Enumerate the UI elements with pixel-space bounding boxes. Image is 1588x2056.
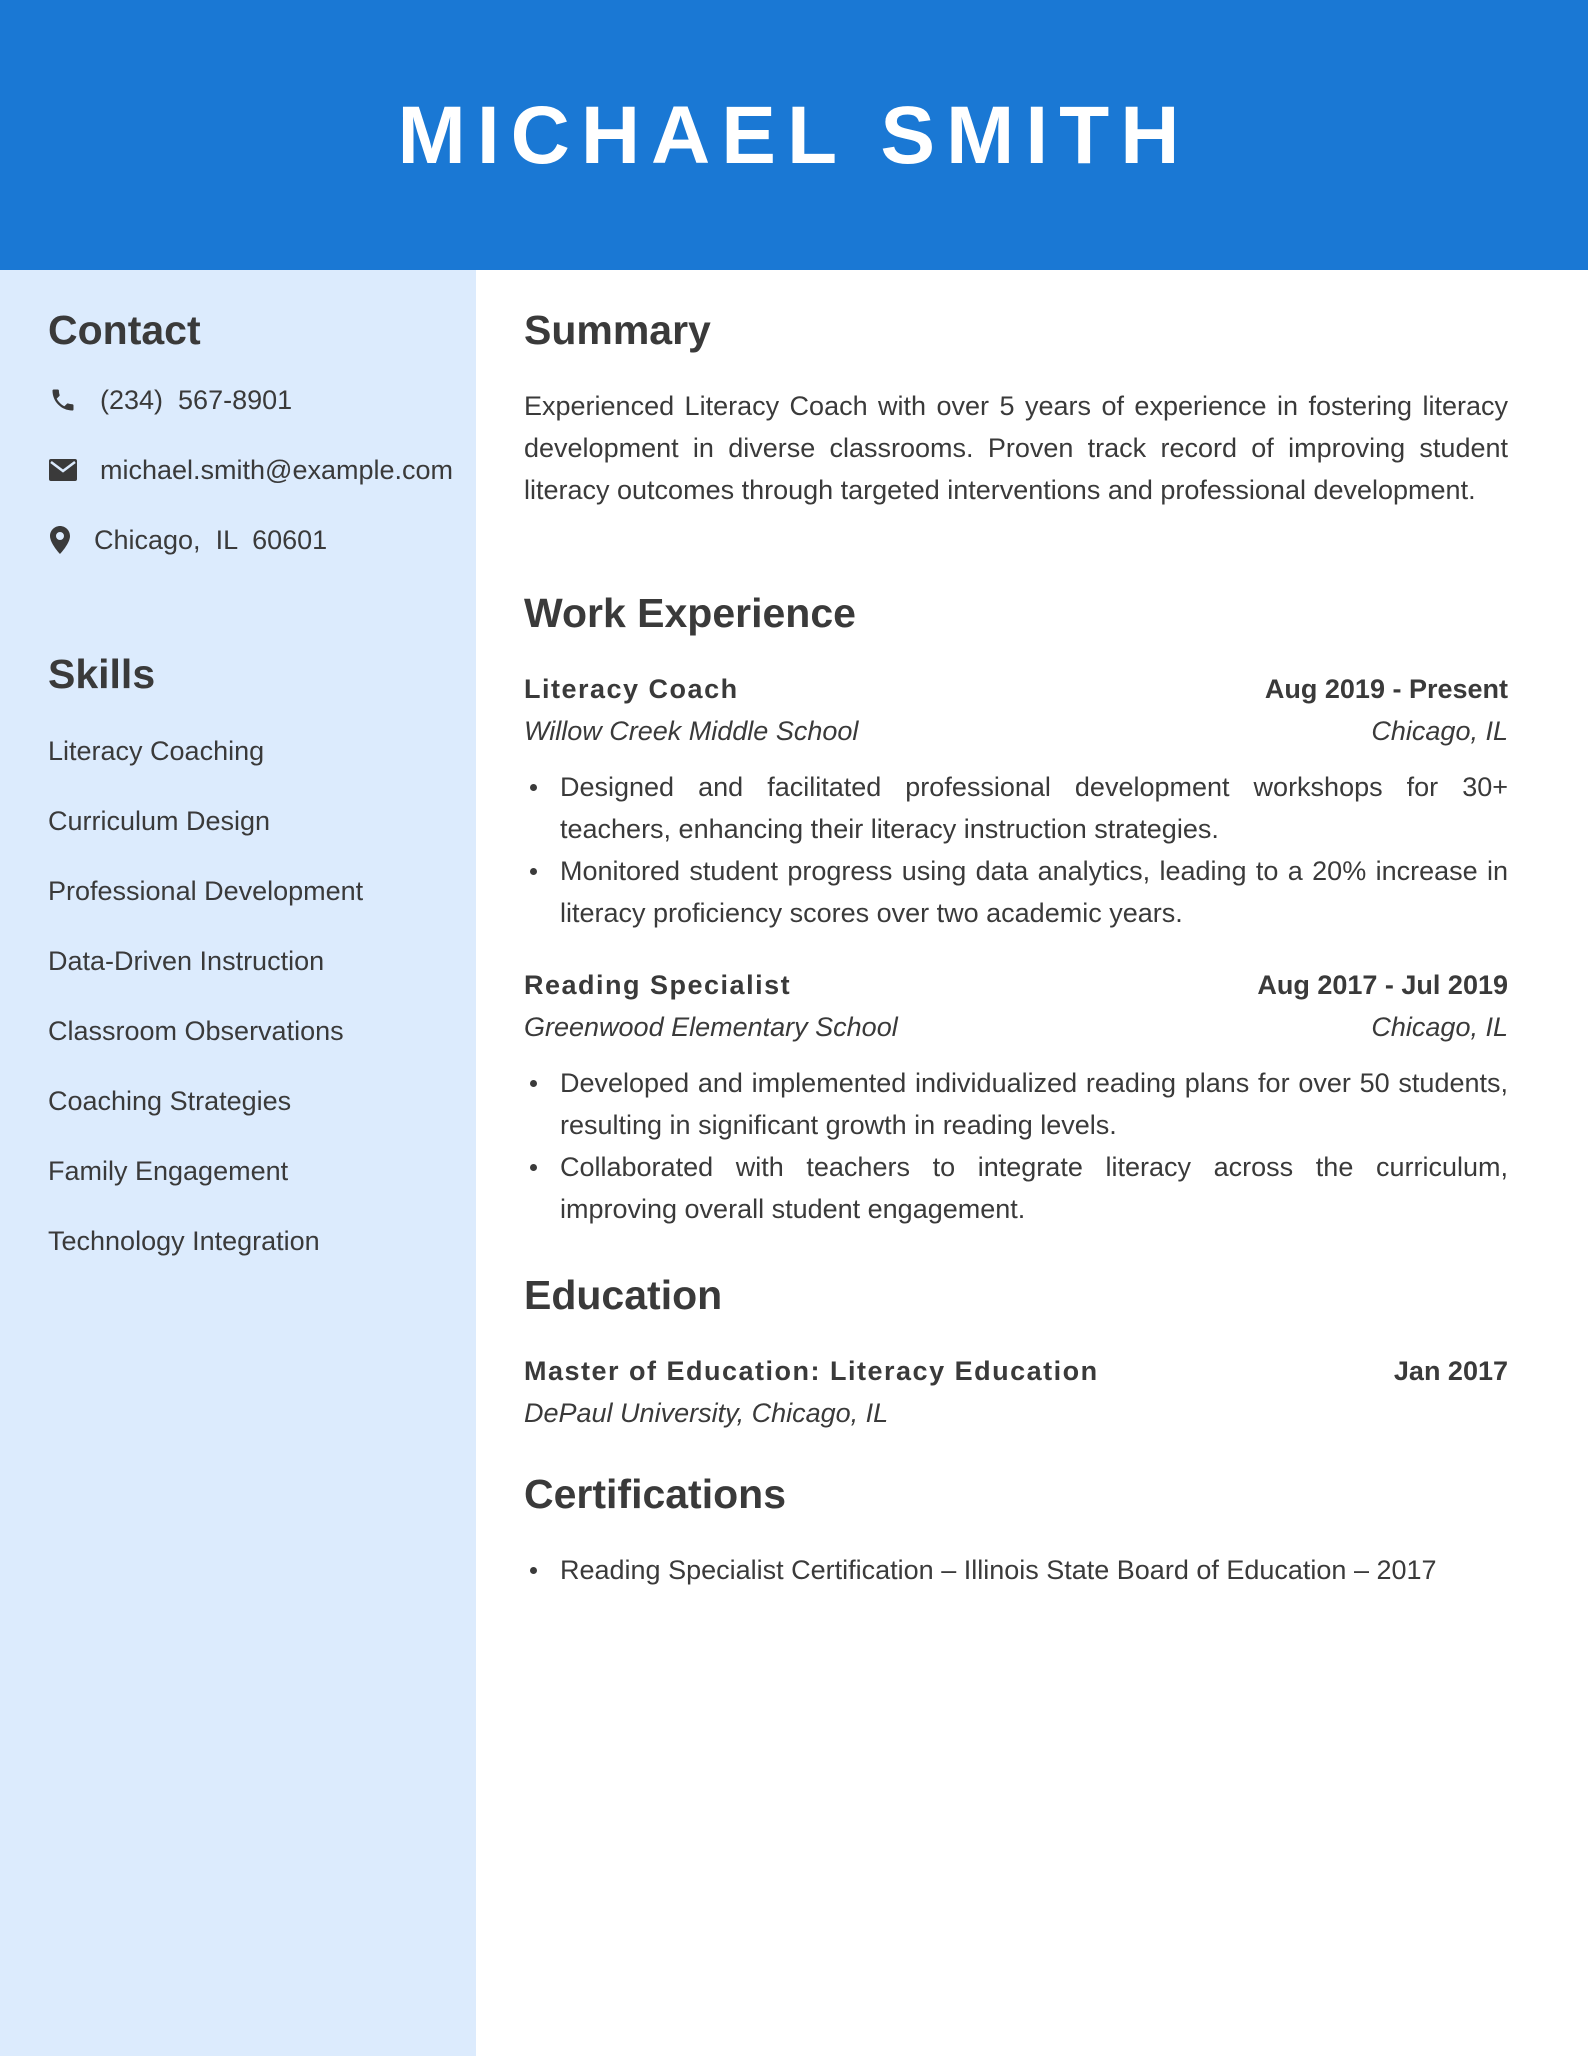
- phone-text: (234) 567-8901: [100, 384, 293, 415]
- degree-date: Jan 2017: [1393, 1356, 1508, 1386]
- candidate-name: MICHAEL SMITH: [397, 90, 1191, 181]
- job-bullet: Developed and implemented individualized reading plans for over 50 students, resulting in significant growth in reading levels.: [524, 1062, 1508, 1146]
- job-title: Literacy Coach: [524, 674, 739, 704]
- job-header: [524, 672, 1508, 706]
- job-bullet: Monitored student progress using data analytics, leading to a 20% increase in literacy proficiency scores over two academic years.: [524, 850, 1508, 934]
- skills-heading: Skills: [48, 651, 156, 697]
- summary-text: Experienced Literacy Coach with over 5 years of experience in fostering literacy development in diverse classrooms. Proven track record of improving student literacy outcomes through targeted interventions and professional development.: [524, 391, 1508, 505]
- skill-item: Professional Development: [48, 876, 364, 906]
- skill-item: Classroom Observations: [48, 1016, 344, 1046]
- contact-location: [48, 520, 327, 560]
- job-bullet: Designed and facilitated professional development workshops for 30+ teachers, enhancing their literacy instruction strategies.: [524, 766, 1508, 850]
- education-subheader: [524, 1396, 1508, 1430]
- job-org: Greenwood Elementary School: [524, 1012, 898, 1042]
- job-dates: Aug 2017 - Jul 2019: [1257, 970, 1508, 1000]
- skill-item: Literacy Coaching: [48, 736, 265, 766]
- location-text: Chicago, IL 60601: [94, 524, 328, 555]
- phone-icon: [48, 385, 78, 415]
- header-banner: [0, 0, 1588, 270]
- envelope-icon: [48, 455, 78, 485]
- job-subheader: [524, 1010, 1508, 1044]
- experience-heading: Work Experience: [524, 590, 856, 636]
- skill-item: Data-Driven Instruction: [48, 946, 325, 976]
- school: DePaul University, Chicago, IL: [524, 1398, 889, 1428]
- job-dates: Aug 2019 - Present: [1264, 674, 1508, 704]
- job-org: Willow Creek Middle School: [524, 716, 859, 746]
- job-bullets: [524, 766, 1508, 934]
- map-marker-icon: [48, 525, 72, 555]
- certifications-heading: Certifications: [524, 1471, 786, 1517]
- contact-phone: [48, 380, 292, 420]
- education-heading: Education: [524, 1272, 723, 1318]
- job-location: Chicago, IL: [1371, 1012, 1508, 1042]
- sidebar: [0, 270, 476, 2056]
- degree: Master of Education: Literacy Education: [524, 1356, 1099, 1386]
- skill-item: Coaching Strategies: [48, 1086, 292, 1116]
- contact-heading: Contact: [48, 307, 201, 353]
- skill-item: Curriculum Design: [48, 806, 271, 836]
- job-subheader: [524, 714, 1508, 748]
- skill-item: Family Engagement: [48, 1156, 289, 1186]
- email-text: michael.smith@example.com: [100, 454, 454, 485]
- job-bullets: [524, 1062, 1508, 1230]
- education-header: [524, 1354, 1508, 1388]
- skill-item: Technology Integration: [48, 1226, 320, 1256]
- certification-list: [524, 1549, 1508, 1591]
- contact-email: [48, 450, 453, 490]
- job-bullet: Collaborated with teachers to integrate literacy across the curriculum, improving overall student engagement.: [524, 1146, 1508, 1230]
- job-location: Chicago, IL: [1371, 716, 1508, 746]
- job-title: Reading Specialist: [524, 970, 792, 1000]
- job-header: [524, 968, 1508, 1002]
- summary-heading: Summary: [524, 307, 711, 353]
- certification-item: Reading Specialist Certification – Illinois State Board of Education – 2017: [524, 1549, 1508, 1591]
